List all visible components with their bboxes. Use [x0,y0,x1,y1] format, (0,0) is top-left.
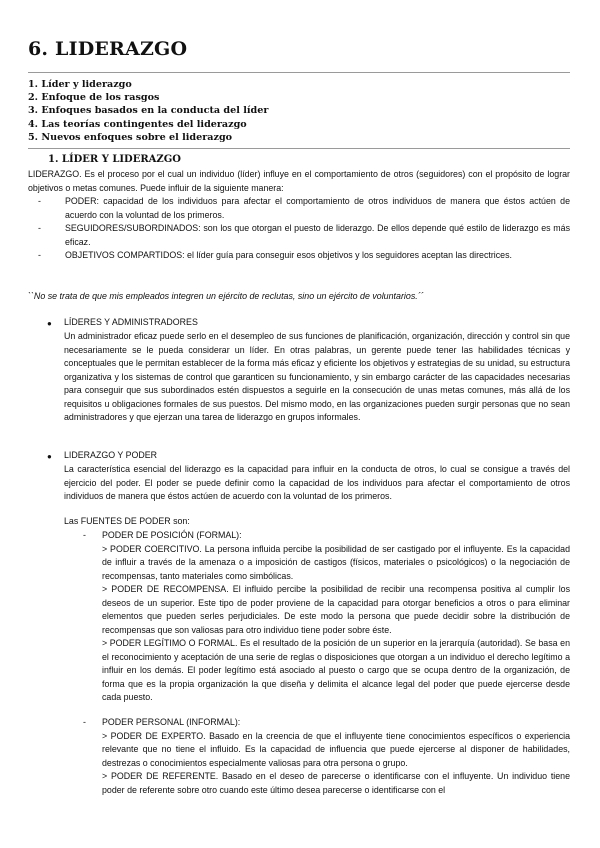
list-item: - OBJETIVOS COMPARTIDOS: el líder guía para conseguir esos objetivos y los seguidores aceptan las directrices. [38,250,512,260]
power-item: > PODER DE REFERENTE. Basado en el deseo de parecerse o identificarse con el influyente. Un individuo tiene poder de referente sobre otro cuando este último desea parecerse o identificarse con el [102,771,570,795]
page-title: 6. LIDERAZGO [28,38,188,60]
power-item: > PODER DE EXPERTO. Basado en la creencia de que el influyente tiene conocimientos específicos o experiencia relevante que no tiene el influido. Es la capacidad de influencia que puede ejercerse al disponer de habilidades, destrezas o conocimientos especialmente valiosas para otra persona o grupo. [102,730,570,768]
intro-paragraph: LIDERAZGO. Es el proceso por el cual un individuo (líder) influye en el comportamiento de otros (seguidores) con el propósito de lograr objetivos o metas comunes. Puede influir de la siguiente manera: [28,169,570,193]
formal-power-block: - PODER DE POSICIÓN (FORMAL): > PODER COERCITIVO. La persona influida percibe la posibilidad de ser castigado por el influyente. Es la capacidad de influir a través de la amenaza o a imposición de castigos (físicos, materiales o psicológicos) o la negociación de recompensas, tanto materiales como simbólicas. > PODER DE RECOMPENSA. El influido percibe la posibilidad de recibir una recompensa positiva al cumplir los deseos de un superior. Este tipo de poder proviene de la capacidad para otorgar beneficios a otros o para eliminar elementos que pueden serles perjudiciales. De este modo la persona que puede decidir sobre la distribución de recompensas que son valiosas para otro individuo tiene poder sobre éste. > PODER LEGÍTIMO O FORMAL. Es el resultado de la posición de un superior en la jerarquía (autoridad). Se basa en el reconocimiento y aceptación de una serie de reglas o disposiciones que otorgan a un individuo el derecho legítimo a influir en los demás. El poder legítimo está asociado al puesto o cargo que se ocupa dentro de la organización, de forma que es la propia organización la que diseña y delimita el alcance legal del poder que puede ejercerse desde cada puesto. [102,529,570,705]
toc-divider [28,148,570,149]
section-heading: 1. LÍDER Y LIDERAZGO [48,154,181,165]
list-item: - SEGUIDORES/SUBORDINADOS: son los que otorgan el puesto de liderazgo. De ellos depende qué estilo de liderazgo es más eficaz. [38,223,570,247]
bullet-text: Un administrador eficaz puede serlo en el desempleo de sus funciones de planificación, organización, dirección y control sin que necesariamente se le pueda considerar un líder. En otras palabras, un gerente puede tener las habilidades técnicas y conceptuales que le permitan establecer de la forma más eficaz y eficiente los objetivos y estrategias de su unidad, su estructura organizativa y los sistemas de control que garanticen su funcionamiento, y sin embargo carácter de las capacidades necesarias para conseguir que sus subordinados estén dispuestos a seguirle en la consecución de unas metas comunes, más allá de los requisitos u obligaciones formales de sus puestos. Del mismo modo, en las organizaciones pueden surgir personas que no sean administradores y que ejerzan una tarea de liderazgo en grupos informales. [64,331,570,422]
list-item: - PODER: capacidad de los individuos para afectar el comportamiento de otros individuos de manera que éstos actúen de acuerdo con la voluntad de los primeros. [38,196,570,220]
formal-power-title: PODER DE POSICIÓN (FORMAL): [102,530,242,540]
bullet-icon: ● [47,319,52,328]
quote: ``No se trata de que mis empleados integren un ejército de reclutas, sino un ejército de voluntarios.´´ [28,291,424,301]
power-item: > PODER DE RECOMPENSA. El influido percibe la posibilidad de recibir una recompensa positiva al cumplir los deseos de un superior. Este tipo de poder proviene de la capacidad para otorgar beneficios a otros o para eliminar elementos que pueden serles perjudiciales. De este modo la persona que puede decidir sobre la distribución de recompensas que son valiosas para otro individuo tiene poder sobre éste. [102,584,570,635]
toc-item: 2. Enfoque de los rasgos [28,92,160,104]
personal-power-block: - PODER PERSONAL (INFORMAL): > PODER DE EXPERTO. Basado en la creencia de que el influyente tiene conocimientos específicos o experiencia relevante que no tiene el influido. Es la capacidad de influencia que puede ejercerse al disponer de habilidades, destrezas o conocimientos especialmente valiosas para otra persona o grupo. > PODER DE REFERENTE. Basado en el deseo de parecerse o identificarse con el influyente. Un individuo tiene poder de referente sobre otro cuando este último desea parecerse o identificarse con el [102,716,570,797]
toc-item: 4. Las teorías contingentes del liderazgo [28,118,247,130]
title-divider [28,72,570,73]
bullet-text: La característica esencial del liderazgo es la capacidad para influir en la conducta de otros, lo cual se consigue a través del ejercicio del poder. El poder se puede definir como la capacidad de los individuos para afectar el comportamiento de otros individuos de manera que éstos actúen de acuerdo con la voluntad de los primeros. [64,464,570,501]
sources-label: Las FUENTES DE PODER son: [64,516,190,526]
toc-item: 3. Enfoques basados en la conducta del líder [28,105,269,117]
table-of-contents [28,78,268,144]
power-elements-list [38,195,570,263]
bullet-title: LIDERAZGO Y PODER [64,450,158,460]
toc-item: 1. Líder y liderazgo [28,79,132,90]
power-item: > PODER LEGÍTIMO O FORMAL. Es el resultado de la posición de un superior en la jerarquía (autoridad). Se basa en el reconocimiento y aceptación de una serie de reglas o disposiciones que otorgan a un individuo el derecho legítimo a influir en los demás. El poder legítimo está asociado al puesto o cargo que se ocupa dentro de la organización, de forma que es la propia organización la que diseña y delimita el alcance legal del poder que puede ejercerse desde cada puesto. [102,638,570,702]
power-item: > PODER COERCITIVO. La persona influida percibe la posibilidad de ser castigado por el influyente. Es la capacidad de influir a través de la amenaza o a imposición de castigos (físicos, materiales o psicológicos) o la negociación de recompensas, tanto materiales como simbólicas. [102,543,570,581]
toc-item: 5. Nuevos enfoques sobre el liderazgo [28,131,233,143]
bullet-icon: ● [47,452,52,461]
personal-power-title: PODER PERSONAL (INFORMAL): [102,717,241,727]
bullet-title: LÍDERES Y ADMINISTRADORES [64,317,198,327]
